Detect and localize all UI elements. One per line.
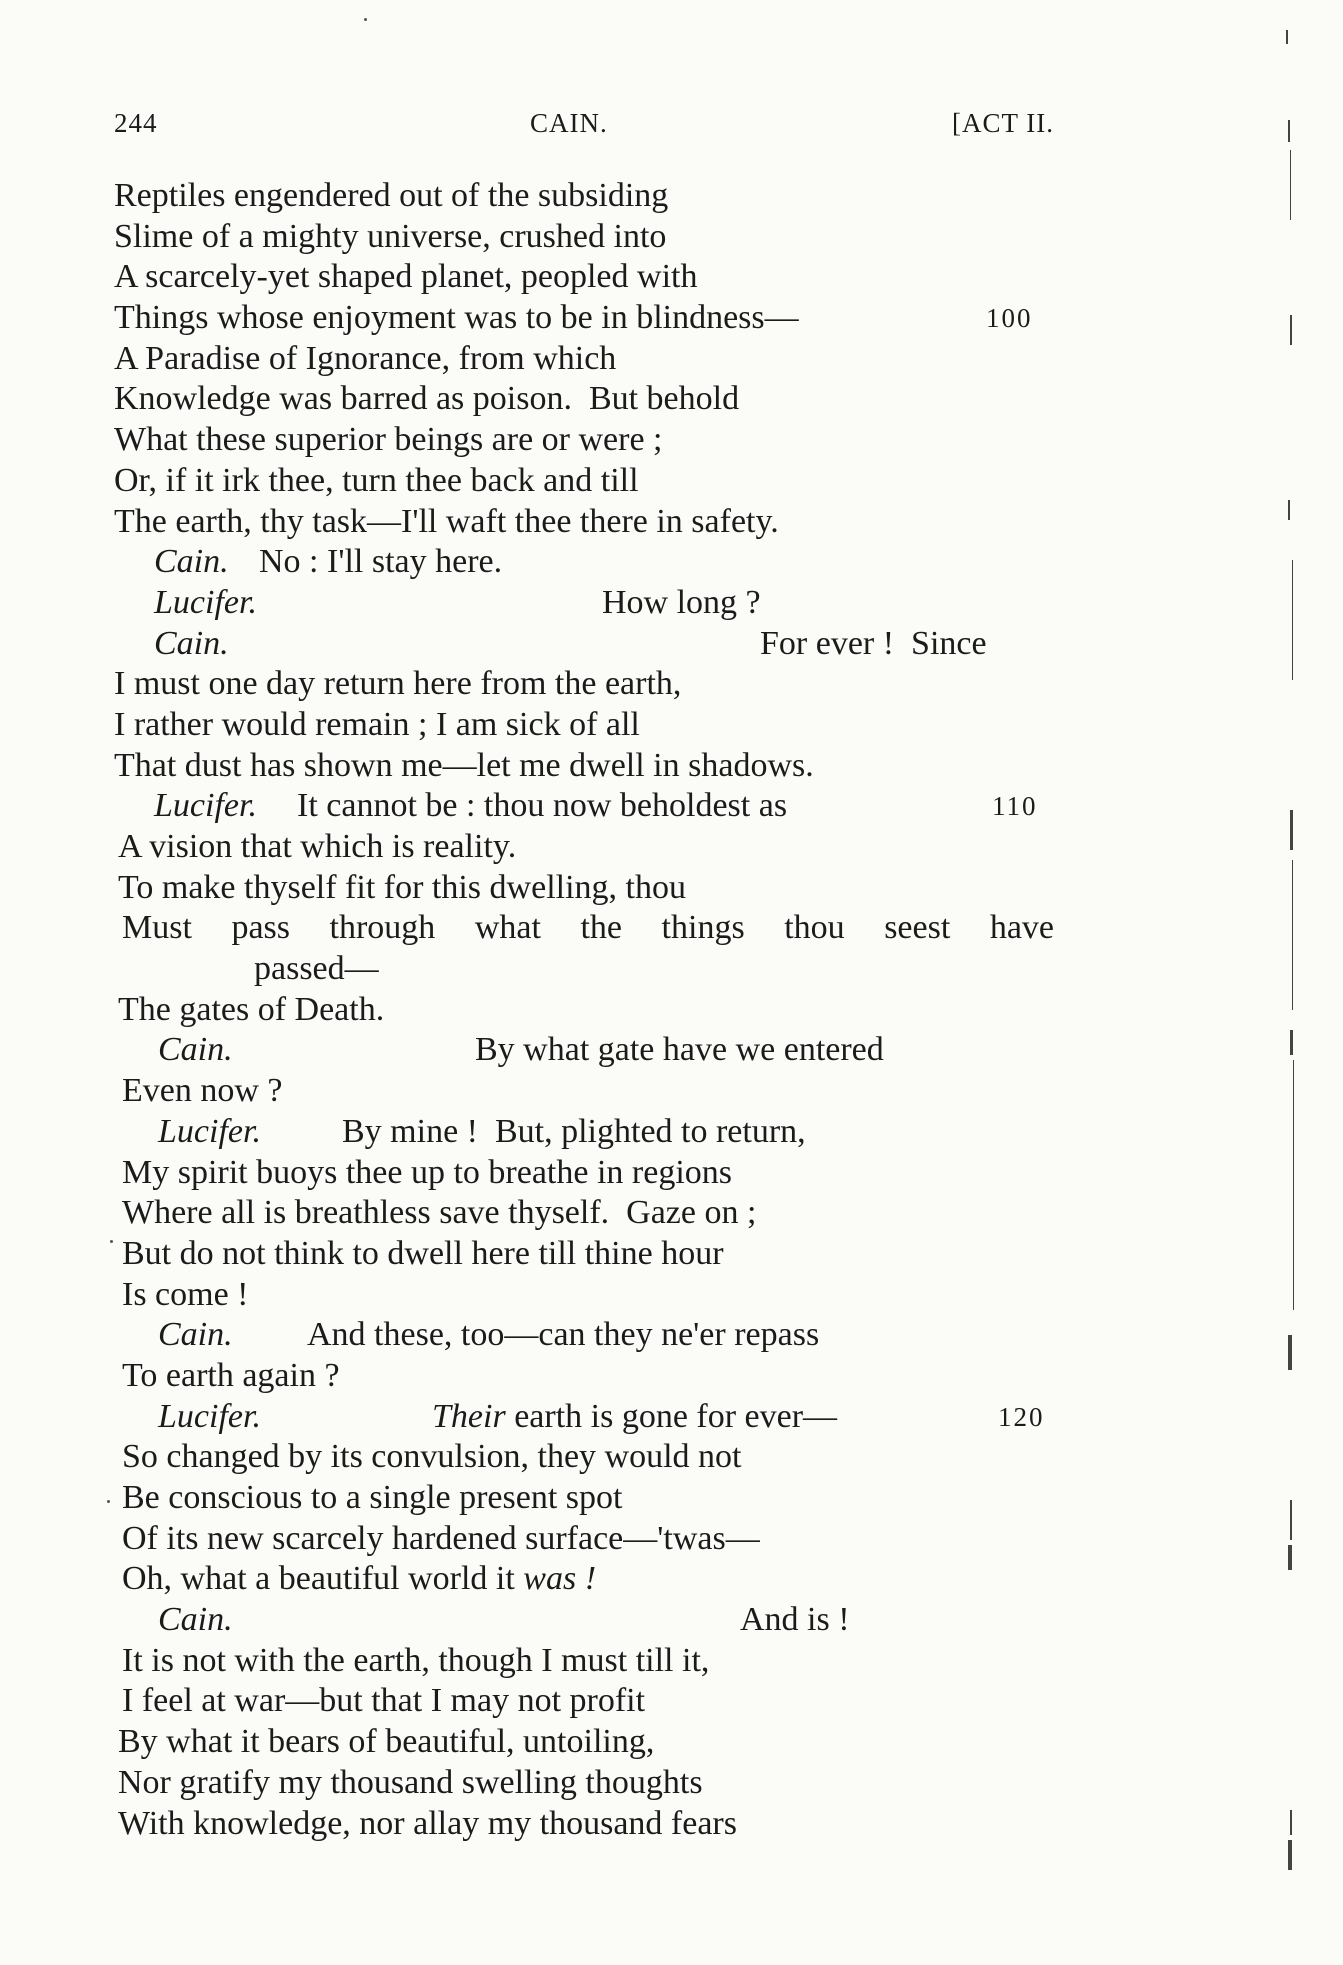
- line-text: By mine ! But, plighted to return,: [342, 1112, 806, 1150]
- running-header: [114, 108, 1054, 142]
- speaker-name: Cain.: [158, 1031, 233, 1069]
- line-text: Knowledge was barred as poison. But behold: [114, 380, 740, 418]
- line-text: With knowledge, nor allay my thousand fears: [118, 1804, 737, 1842]
- dialogue-line: [114, 1315, 1054, 1356]
- line-text-emphasis: was !: [523, 1560, 597, 1598]
- verse-line: [114, 1153, 1054, 1194]
- verse-line: [114, 461, 1054, 502]
- verse-line: [114, 1071, 1054, 1112]
- verse-line: [114, 908, 1054, 949]
- verse-line: [114, 257, 1054, 298]
- verse-line: [114, 990, 1054, 1031]
- verse-line: [114, 1559, 1054, 1600]
- line-text: So changed by its convulsion, they would not: [122, 1438, 742, 1476]
- speaker-name: Lucifer.: [158, 1397, 261, 1435]
- line-text: A scarcely-yet shaped planet, peopled with: [114, 258, 698, 296]
- verse-line: [114, 1519, 1054, 1560]
- verse-line: [114, 1193, 1054, 1234]
- line-number: 110: [992, 791, 1038, 822]
- line-text: I rather would remain ; I am sick of all: [114, 705, 640, 743]
- running-title: CAIN.: [530, 108, 608, 138]
- line-text: A vision that which is reality.: [118, 828, 517, 865]
- line-text: Oh, what a beautiful world it: [122, 1560, 524, 1598]
- verse-line: [114, 746, 1054, 787]
- dialogue-line: [114, 1397, 1054, 1438]
- line-text: The gates of Death.: [118, 990, 385, 1028]
- line-text: And is !: [740, 1601, 850, 1639]
- dialogue-line: [114, 1030, 1054, 1071]
- speaker-name: Lucifer.: [154, 583, 257, 621]
- verse-line: [114, 379, 1054, 420]
- dialogue-line: [114, 1112, 1054, 1153]
- verse-line: [114, 705, 1054, 746]
- line-text: It is not with the earth, though I must till it,: [122, 1641, 710, 1679]
- line-text: And these, too—can they ne'er repass: [307, 1316, 820, 1354]
- line-text: earth is gone for ever—: [505, 1397, 838, 1435]
- speaker-name: Lucifer.: [158, 1112, 261, 1150]
- line-text: Of its new scarcely hardened surface—'twas—: [122, 1519, 760, 1557]
- line-text: By what gate have we entered: [475, 1031, 884, 1069]
- verse-line: [114, 1275, 1054, 1316]
- line-text: Be conscious to a single present spot: [122, 1479, 623, 1516]
- line-text: By what it bears of beautiful, untoiling,: [118, 1723, 655, 1761]
- line-text: But do not think to dwell here till thine hour: [122, 1234, 724, 1272]
- verse-line: [114, 1804, 1054, 1845]
- verse-line: [114, 868, 1054, 909]
- line-text: My spirit buoys thee up to breathe in regions: [122, 1153, 733, 1191]
- line-text: Nor gratify my thousand swelling thoughts: [118, 1763, 703, 1801]
- line-text: For ever ! Since: [760, 624, 987, 662]
- line-text: Or, if it irk thee, turn thee back and till: [114, 461, 639, 499]
- verse-line: [114, 1478, 1054, 1519]
- line-text: The earth, thy task—I'll waft thee there in safety.: [114, 502, 779, 540]
- speaker-name: Cain.: [158, 1316, 233, 1354]
- line-text: I must one day return here from the earth,: [114, 665, 682, 703]
- line-text: That dust has shown me—let me dwell in shadows.: [114, 746, 814, 784]
- speaker-name: Cain.: [158, 1601, 233, 1639]
- line-text: I feel at war—but that I may not profit: [122, 1682, 646, 1720]
- line-text-emphasis: Their: [432, 1397, 506, 1435]
- line-text: Reptiles engendered out of the subsiding: [114, 177, 669, 214]
- line-text: Is come !: [122, 1275, 249, 1313]
- line-text: Even now ?: [122, 1072, 283, 1110]
- verse-line: [114, 502, 1054, 543]
- line-text: How long ?: [602, 583, 761, 621]
- line-text: No : I'll stay here.: [259, 543, 503, 581]
- line-text: What these superior beings are or were ;: [114, 421, 663, 459]
- line-text: To earth again ?: [122, 1356, 340, 1394]
- verse-line: [114, 664, 1054, 705]
- line-text: passed—: [254, 950, 379, 988]
- verse-line: [114, 1763, 1054, 1804]
- line-text: A Paradise of Ignorance, from which: [114, 339, 617, 377]
- verse-line: [114, 1356, 1054, 1397]
- dialogue-line: [114, 624, 1054, 665]
- line-text: To make thyself fit for this dwelling, thou: [118, 868, 686, 906]
- act-label: [ACT II.: [952, 108, 1054, 138]
- line-text: Where all is breathless save thyself. Gaze on ;: [122, 1194, 757, 1232]
- poem-body: [114, 176, 1054, 1844]
- line-number: 120: [998, 1401, 1045, 1432]
- dialogue-line: [114, 583, 1054, 624]
- dialogue-line: [114, 542, 1054, 583]
- line-number: 100: [986, 303, 1033, 334]
- verse-line: [114, 1681, 1054, 1722]
- verse-line: [114, 827, 1054, 868]
- verse-turnover: [114, 949, 1054, 990]
- verse-line: [114, 217, 1054, 258]
- verse-line: [114, 339, 1054, 380]
- dialogue-line: [114, 1600, 1054, 1641]
- verse-line: [114, 1722, 1054, 1763]
- verse-line: [114, 298, 1054, 339]
- line-text: Things whose enjoyment was to be in blindness—: [114, 299, 799, 337]
- dialogue-line: [114, 786, 1054, 827]
- page-number: 244: [114, 108, 158, 138]
- verse-line: [114, 420, 1054, 461]
- speaker-name: Lucifer.: [154, 787, 257, 825]
- verse-line: [114, 1437, 1054, 1478]
- verse-line: [114, 1641, 1054, 1682]
- speaker-name: Cain.: [154, 543, 229, 581]
- line-text: It cannot be : thou now beholdest as: [297, 787, 788, 825]
- verse-line: [114, 1234, 1054, 1275]
- speaker-name: Cain.: [154, 624, 229, 662]
- line-text: Slime of a mighty universe, crushed into: [114, 217, 667, 255]
- verse-line: [114, 176, 1054, 217]
- line-text: Must pass through what the things thou seest have: [122, 909, 1054, 947]
